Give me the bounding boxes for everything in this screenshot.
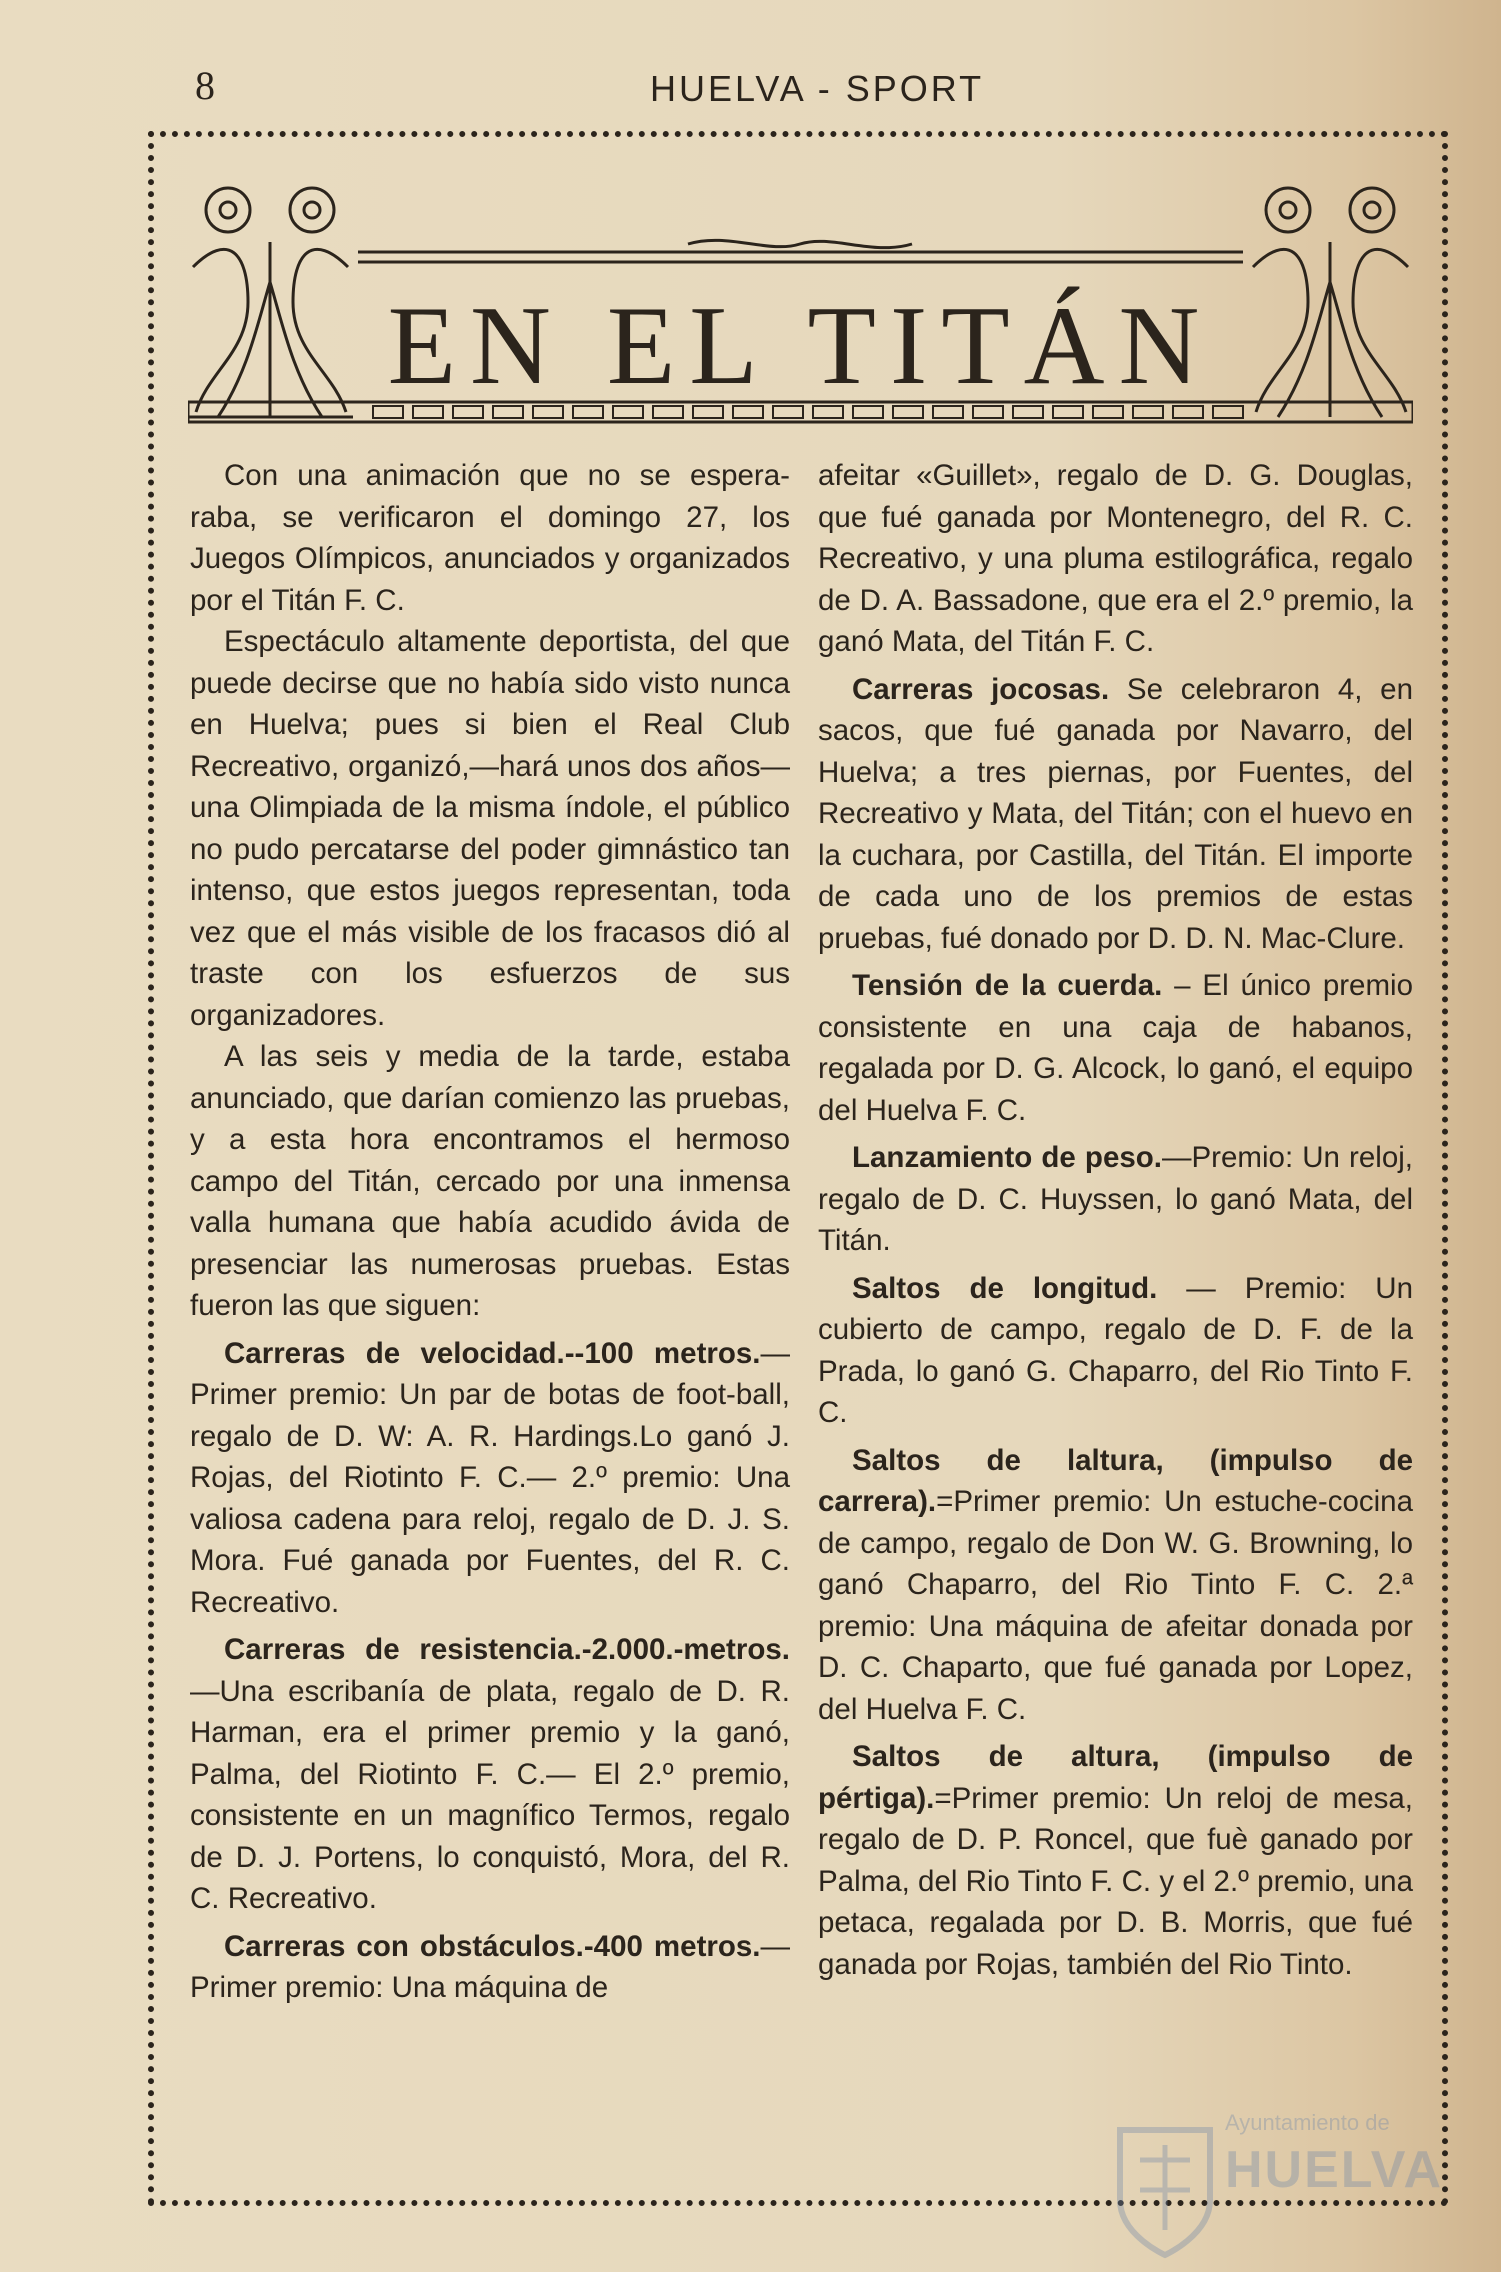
watermark-line1: Ayuntamiento de <box>1225 2110 1390 2135</box>
paragraph-text: =Primer premio: Un reloj de mesa, regalo de D. P. Roncel, que fuè ganado por Palma, del Rio Tinto F. C. y el 2.º premio, una petaca, regalada por D. B. Morris, que fué ganada por Rojas, también del Rio Tinto. <box>818 1781 1413 1981</box>
section-heading: Carreras de resistencia.-2.000.-metros. <box>224 1633 790 1666</box>
paragraph <box>818 1440 1413 1731</box>
paragraph <box>818 1736 1413 1985</box>
paragraph <box>818 1137 1413 1262</box>
paragraph-text: —Primer premio: Un par de botas de foot-ball, regalo de D. W: A. R. Hardings.Lo ganó J. Rojas, del Riotinto F. C.— 2.º premio: Una valiosa cadena para reloj, regalo de D. J. S. Mora. Fué ganada por Fuentes, del R. C. Recreativo. <box>190 1336 790 1619</box>
coat-of-arms-icon <box>1110 2110 1220 2260</box>
section-heading: Carreras de velocidad.--100 metros. <box>224 1336 761 1370</box>
left-column <box>190 455 790 2009</box>
paragraph <box>818 1268 1413 1434</box>
paragraph-text: —Premio: Un reloj, regalo de D. C. Huyssen, lo ganó Mata, del Titán. <box>818 1141 1414 1257</box>
paragraph-text: — Primer premio: Una máquina de <box>190 1929 790 2004</box>
running-head: HUELVA - SPORT <box>650 68 985 109</box>
paragraph: Espectáculo altamente deportista, del que puede decirse que no había sido visto nunca en Huelva; pues si bien el Real Club Recreativo, organizó,—hará unos dos años—una Olimpiada de la misma índole, el público no pudo percatarse del poder gimnástico tan intenso, que estos juegos representan, toda vez que el más visible de los fracasos dió al traste con los esfuerzos de sus organizadores. <box>190 625 790 1032</box>
paragraph <box>818 669 1413 960</box>
section-heading: Lanzamiento de peso. <box>852 1141 1162 1174</box>
paragraph: A las seis y media de la tarde, estaba anunciado, que darían comienzo las pruebas, y a esta hora encontramos el hermoso campo del Titán, cercado por una inmensa valla humana que había acudido ávida de presenciar las numerosas pruebas. Estas fueron las que siguen: <box>190 1040 790 1322</box>
section-heading: Saltos de altura, (impulso de pértiga). <box>818 1740 1413 1815</box>
paragraph: afeitar «Guillet», regalo de D. G. Douglas, que fué ganada por Montenegro, del R. C. Recreativo, y una pluma estilográfica, regalo de D. A. Bassadone, que era el 2.º premio, la ganó Mata, del Titán F. C. <box>818 459 1413 658</box>
paragraph <box>818 965 1413 1131</box>
paragraph-text: Se celebraron 4, en sacos, que fué ganada por Navarro, del Huelva; a tres piernas, por Fuentes, del Recreativo y Mata, del Titán; con el huevo en la cuchara, por Castilla, del Titán. El importe de cada uno de los premios de estas pruebas, fué donado por D. D. N. Mac-Clure. <box>818 672 1413 955</box>
section-heading: Tensión de la cuerda. <box>852 969 1163 1002</box>
paragraph <box>190 1926 790 2009</box>
article-banner <box>188 172 1413 427</box>
paragraph <box>190 1629 790 1920</box>
article-title: EN EL TITÁN <box>387 284 1214 408</box>
watermark-line2: HUELVA <box>1225 2141 1444 2199</box>
page-number: 8 <box>195 63 215 108</box>
section-heading: Carreras con obstáculos.-400 metros. <box>224 1929 761 1963</box>
paragraph: Con una animación que no se espera-raba, se verificaron el domingo 27, los Juegos Olímpicos, anunciados y organizados por el Titán F. C. <box>190 459 790 617</box>
paragraph-text: —Una escribanía de plata, regalo de D. R. Harman, era el primer premio y la ganó, Palma, del Riotinto F. C.— El 2.º premio, consistente en un magnífico Termos, regalo de D. J. Portens, lo conquistó, Mora, del R. C. Recreativo. <box>190 1674 790 1915</box>
page-header <box>150 62 1450 122</box>
right-column <box>818 455 1413 1985</box>
paragraph-text: – El único premio consistente en una caja de habanos, regalada por D. G. Alcock, lo ganó, el equipo del Huelva F. C. <box>818 969 1414 1127</box>
section-heading: Carreras jocosas. <box>852 672 1110 706</box>
archive-watermark <box>1110 2110 1444 2260</box>
section-heading: Saltos de longitud. <box>852 1271 1158 1305</box>
paragraph-text: =Primer premio: Un estuche-cocina de campo, regalo de Don W. G. Browning, lo ganó Chaparro, del Rio Tinto F. C. 2.ª premio: Una máquina de afeitar donada por D. C. Chaparto, que fué ganada por Lopez, del Huelva F. C. <box>818 1485 1413 1726</box>
paragraph-text: — Premio: Un cubierto de campo, regalo de D. F. de la Prada, lo ganó G. Chaparro, del Rio Tinto F. C. <box>818 1271 1414 1429</box>
section-heading: Saltos de laltura, (impulso de carrera). <box>818 1443 1413 1518</box>
paragraph <box>190 1333 790 1624</box>
